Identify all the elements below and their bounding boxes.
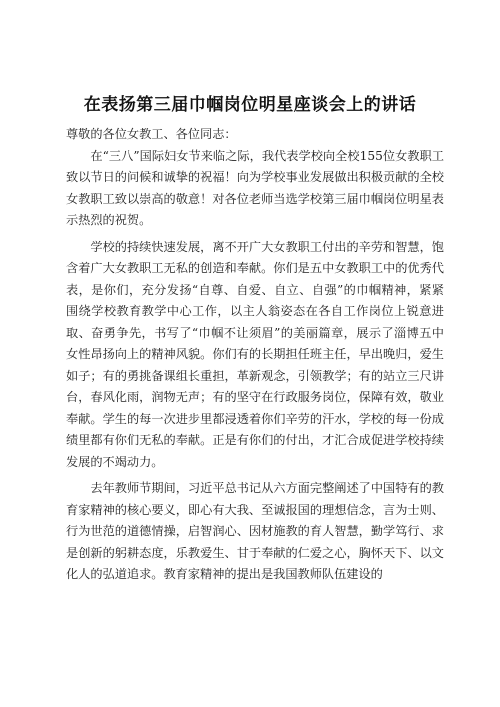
paragraph-2: 学校的持续快速发展，离不开广大女教职工付出的辛劳和智慧，饱含着广大女教职工无私的创造和奉献。你们是五中女教职工中的优秀代表，是你们，充分发扬“自尊、自爱、自立、自强”的巾帼精神，紧紧围绕学校教育教学中心工作，以主人翁姿态在各自工作岗位上锐意进取、奋勇争先，书写了“巾帼不让须眉”的美丽篇章，展示了淄博五中女性昂扬向上的精神风貌。你们有的长期担任班主任，早出晚归，爱生如子；有的勇挑备课组长重担，革新观念，引领教学；有的站立三尺讲台，春风化雨，润物无声；有的坚守在行政服务岗位，保障有效，敬业奉献。学生的每一次进步里都浸透着你们辛劳的汗水，学校的每一份成绩里都有你们无私的奉献。正是有你们的付出，才汇合成促进学校持续发展的不竭动力。 — [66, 239, 444, 469]
document-title: 在表扬第三届巾帼岗位明星座谈会上的讲话 — [83, 95, 417, 115]
paragraph-1: 在“三八”国际妇女节来临之际，我代表学校向全校155位女教职工致以节日的问候和诚挚的祝福！向为学校事业发展做出积极贡献的全校女教职工致以崇高的敬意！对各位老师当选学校第三届巾帼岗位明星表示热烈的祝贺。 — [66, 148, 444, 227]
salutation: 尊敬的各位女教工、各位同志： — [66, 127, 237, 141]
paragraph-3: 去年教师节期间，习近平总书记从六方面完整阐述了中国特有的教育家精神的核心要义，即心有大我、至诚报国的理想信念，言为士则、行为世范的道德情操，启智润心、因材施教的育人智慧，勤学笃行、求是创新的躬耕态度，乐教爱生、甘于奉献的仁爱之心，胸怀天下、以文化人的弘道追求。教育家精神的提出是我国教师队伍建设的 — [66, 481, 444, 581]
document-body — [66, 124, 444, 591]
